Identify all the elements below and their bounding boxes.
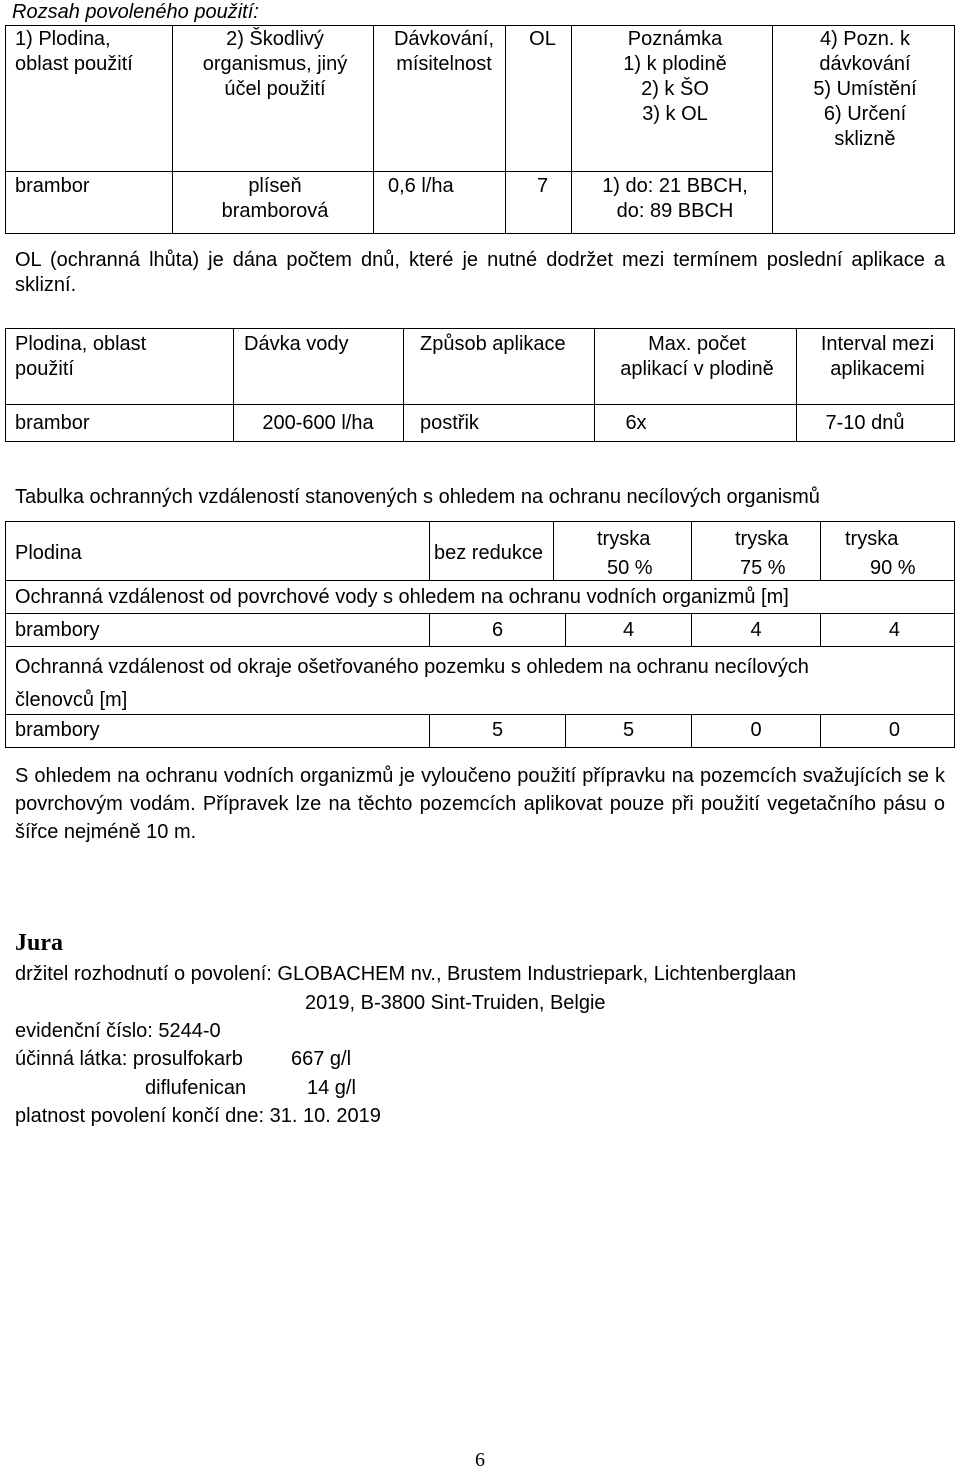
holder-line-1: držitel rozhodnutí o povolení: GLOBACHEM nv., Brustem Industriepark, Lichtenberglaan xyxy=(15,963,797,985)
water-row-75: 4 xyxy=(750,619,762,641)
buffer-header-nozzle-90: tryska xyxy=(845,528,899,550)
app-row-method: postřik xyxy=(420,412,479,434)
buffer-header-nozzle-50: tryska xyxy=(597,528,651,550)
product-name: Jura xyxy=(15,930,63,956)
buffer-header-nozzle-75: tryska xyxy=(735,528,789,550)
registration-number: evidenční číslo: 5244-0 xyxy=(15,1020,221,1042)
active-substance-2-name: diflufenican xyxy=(145,1077,247,1099)
edge-row-50: 5 xyxy=(622,719,635,741)
water-row-crop: brambory xyxy=(15,619,100,641)
app-header-max: Max. počet aplikací v plodině xyxy=(620,333,774,380)
edge-row-90: 0 xyxy=(888,719,900,741)
validity: platnost povolení končí dne: 31. 10. 2019 xyxy=(15,1105,381,1127)
app-header-crop: Plodina, oblast použití xyxy=(15,333,147,380)
buffer-header-75: 75 % xyxy=(740,557,786,579)
usage-row-ol: 7 xyxy=(536,175,549,197)
usage-header-note2: 4) Pozn. k dávkování 5) Umístění 6) Určení sklizně xyxy=(813,28,917,150)
usage-row-crop: brambor xyxy=(15,175,90,197)
usage-row-note: 1) do: 21 BBCH, do: 89 BBCH xyxy=(602,175,748,222)
usage-row-pest: plíseň bramborová xyxy=(221,175,329,222)
usage-header-pest: 2) Škodlivý organismus, jiný účel použití xyxy=(202,28,348,100)
app-header-interval: Interval mezi aplikacemi xyxy=(820,333,935,380)
ol-note: OL (ochranná lhůta) je dána počtem dnů, které je nutné dodržet mezi termínem poslední aplikace a sklizní. xyxy=(15,249,945,296)
buffer-table-title: Tabulka ochranných vzdáleností stanovených s ohledem na ochranu necílových organismů xyxy=(15,486,820,508)
edge-row-crop: brambory xyxy=(15,719,100,741)
usage-header-crop: 1) Plodina, oblast použití xyxy=(15,28,133,75)
buffer-header-crop: Plodina xyxy=(15,542,82,564)
water-buffer-label: Ochranná vzdálenost od povrchové vody s ohledem na ochranu vodních organizmů [m] xyxy=(15,586,789,608)
edge-buffer-label: Ochranná vzdálenost od okraje ošetřovaného pozemku s ohledem na ochranu necílových členovců [m] xyxy=(15,656,809,711)
buffer-header-no-reduction: bez redukce xyxy=(434,542,543,564)
active-substance-label: účinná látka: prosulfokarb xyxy=(15,1048,243,1070)
usage-header-ol: OL xyxy=(529,28,556,50)
edge-row-no-reduction: 5 xyxy=(491,719,504,741)
holder-line-2: 2019, B-3800 Sint-Truiden, Belgie xyxy=(305,992,606,1014)
water-row-90: 4 xyxy=(888,619,900,641)
usage-header-note: Poznámka 1) k plodině 2) k ŠO 3) k OL xyxy=(623,28,727,125)
page-number: 6 xyxy=(475,1449,485,1471)
usage-header-dose: Dávkování, mísitelnost xyxy=(393,28,495,75)
usage-row-dose: 0,6 l/ha xyxy=(388,175,454,197)
app-row-crop: brambor xyxy=(15,412,90,434)
buffer-header-50: 50 % xyxy=(607,557,653,579)
water-row-no-reduction: 6 xyxy=(491,619,504,641)
water-protection-note: S ohledem na ochranu vodních organizmů je vyloučeno použití přípravku na pozemcích svažujících se k povrchovým vodám. Přípravek lze na těchto pozemcích aplikovat pouze při použití vegetačního pásu o šířce nejméně 10 m. xyxy=(15,765,945,843)
active-substance-2-amount: 14 g/l xyxy=(307,1077,356,1099)
edge-row-75: 0 xyxy=(750,719,762,741)
water-row-50: 4 xyxy=(622,619,635,641)
app-row-water: 200-600 l/ha xyxy=(262,412,374,434)
active-substance-1-amount: 667 g/l xyxy=(291,1048,352,1070)
app-row-interval: 7-10 dnů xyxy=(825,412,905,434)
buffer-header-90: 90 % xyxy=(870,557,916,579)
app-header-method: Způsob aplikace xyxy=(420,333,566,355)
app-header-water: Dávka vody xyxy=(244,333,349,355)
section-heading: Rozsah povoleného použití: xyxy=(12,1,259,23)
app-row-max: 6x xyxy=(625,412,647,434)
